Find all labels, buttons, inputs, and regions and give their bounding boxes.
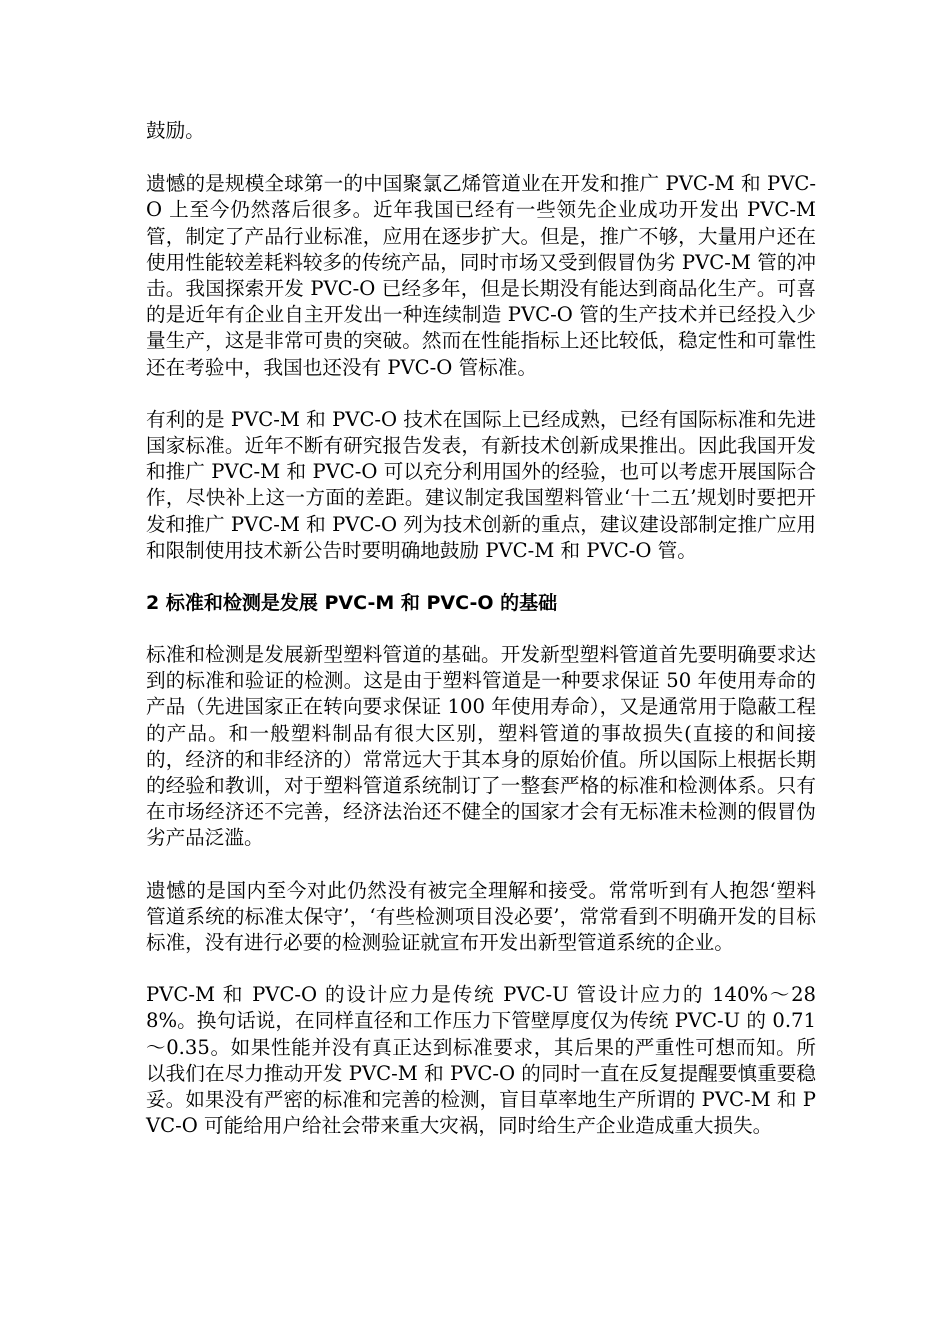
paragraph-advantage: 有利的是 PVC-M 和 PVC-O 技术在国际上已经成熟，已经有国际标准和先进国家标准。近年不断有研究报告发表，有新技术创新成果推出。因此我国开发和推广 PVC-M 和 PVC-O 可以充分利用国外的经验，也可以考虑开展国际合作，尽快补上这一方面的差距。建议制定我国塑料管业‘十二五’规划时要把开发和推广 PVC-M 和 PVC-O 列为技术创新的重点，建议建设部制定推广应用和限制使用技术新公告时要明确地鼓励 PVC-M 和 PVC-O 管。 [146, 407, 816, 562]
paragraph-design-stress: PVC-M 和 PVC-O 的设计应力是传统 PVC-U 管设计应力的 140%～288%。换句话说，在同样直径和工作压力下管壁厚度仅为传统 PVC-U 的 0.71～0.35。如果性能并没有真正达到标准要求，其后果的严重性可想而知。所以我们在尽力推动开发 PVC-M 和 PVC-O 的同时一直在反复提醒要慎重要稳妥。如果没有严密的标准和完善的检测，盲目草率地生产所谓的 PVC-M 和 PVC-O 可能给用户给社会带来重大灾祸，同时给生产企业造成重大损失。 [146, 983, 816, 1138]
paragraph-domestic: 遗憾的是国内至今对此仍然没有被完全理解和接受。常常听到有人抱怨‘塑料管道系统的标准太保守’，‘有些检测项目没必要’，常常看到不明确开发的目标标准，没有进行必要的检测验证就宣布开发出新型管道系统的企业。 [146, 878, 816, 955]
document-page [146, 118, 816, 1166]
section-heading: 2 标准和检测是发展 PVC-M 和 PVC-O 的基础 [146, 592, 558, 615]
paragraph-continuation: 鼓励。 [146, 119, 205, 142]
paragraph-pvc-lag: 遗憾的是规模全球第一的中国聚氯乙烯管道业在开发和推广 PVC-M 和 PVC-O 上至今仍然落后很多。近年我国已经有一些领先企业成功开发出 PVC-M 管，制定了产品行业标准，应用在逐步扩大。但是，推广不够，大量用户还在使用性能较差耗料较多的传统产品，同时市场又受到假冒伪劣 PVC-M 管的冲击。我国探索开发 PVC-O 已经多年，但是长期没有能达到商品化生产。可喜的是近年有企业自主开发出一种连续制造 PVC-O 管的生产技术并已经投入少量生产，这是非常可贵的突破。然而在性能指标上还比较低，稳定性和可靠性还在考验中，我国也还没有 PVC-O 管标准。 [146, 172, 816, 379]
paragraph-standards: 标准和检测是发展新型塑料管道的基础。开发新型塑料管道首先要明确要求达到的标准和验证的检测。这是由于塑料管道是一种要求保证 50 年使用寿命的产品（先进国家正在转向要求保证 100 年使用寿命），又是通常用于隐蔽工程的产品。和一般塑料制品有很大区别，塑料管道的事故损失(直接的和间接的，经济的和非经济的）常常远大于其本身的原始价值。所以国际上根据长期的经验和教训，对于塑料管道系统制订了一整套严格的标准和检测体系。只有在市场经济还不完善，经济法治还不健全的国家才会有无标准未检测的假冒伪劣产品泛滥。 [146, 643, 816, 850]
